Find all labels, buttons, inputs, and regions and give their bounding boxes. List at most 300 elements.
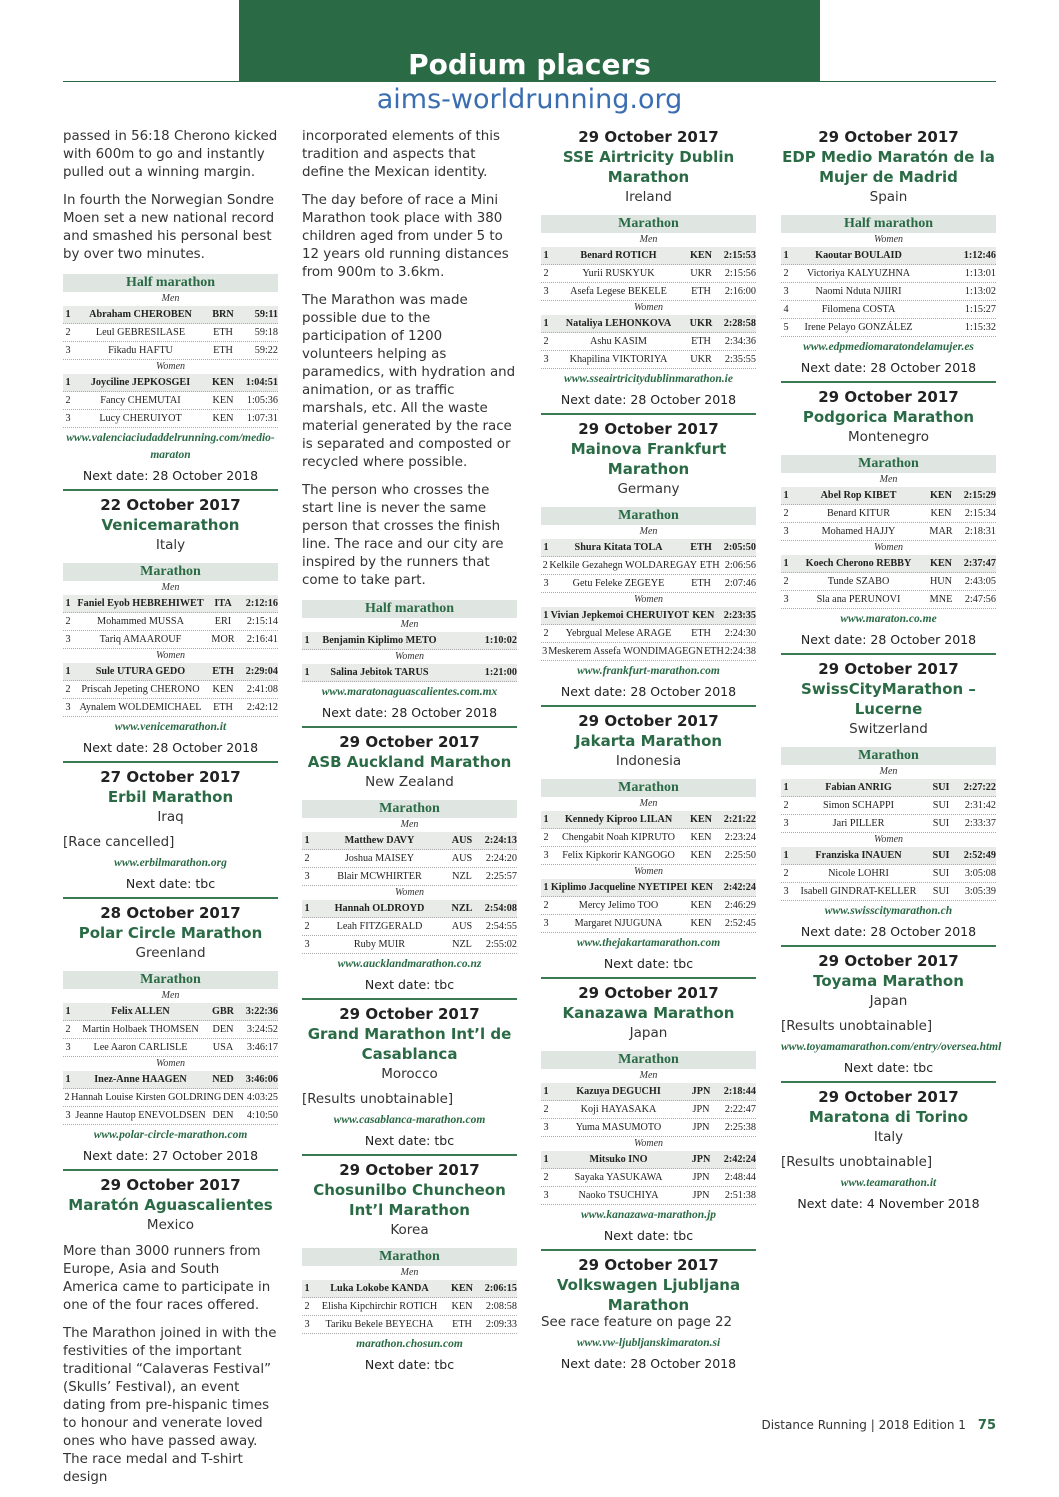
result-pos: 3 [304, 939, 310, 950]
next-date: Next date: tbc [843, 1060, 934, 1075]
category-header: Marathon [63, 971, 278, 989]
result-pos: 3 [783, 594, 789, 605]
result-tm: 2:52:45 [724, 918, 756, 929]
result-tm: 3:05:39 [964, 886, 996, 897]
race-name: SSE Airtricity Dublin Marathon [562, 148, 735, 186]
race-url[interactable]: www.maraton.co.me [840, 613, 937, 625]
gender-label: Men [879, 766, 898, 777]
result-pos: 3 [543, 354, 549, 365]
result-nat: ETH [690, 542, 712, 553]
result-row [781, 847, 996, 865]
race-country: Spain [869, 189, 908, 205]
result-nm: Vivian Jepkemoi CHERUIYOT [550, 610, 689, 621]
result-nat: HUN [929, 576, 953, 587]
result-pos: 2 [543, 1104, 549, 1115]
result-row [63, 1039, 278, 1057]
result-row [541, 315, 756, 333]
race-country: Mexico [146, 1217, 195, 1233]
result-row [541, 557, 756, 575]
result-row [63, 324, 278, 342]
race-url[interactable]: www.polar-circle-marathon.com [93, 1129, 248, 1141]
result-tm: 1:21:00 [484, 667, 517, 678]
result-nm: Salina Jebitok TARUS [330, 667, 429, 678]
race-date: 29 October 2017 [578, 128, 719, 146]
result-nm: Ruby MUIR [353, 939, 406, 950]
race-country: Germany [617, 481, 680, 497]
body-paragraph: The day before of race a Mini Marathon took place with 380 children aged from under 5 to 12 years old running distances from 900m to 3.6km. [302, 193, 509, 280]
result-pos: 1 [783, 558, 789, 569]
result-nm: Tariq AMAAROUF [99, 634, 182, 645]
result-pos: 3 [783, 818, 789, 829]
result-tm: 3:05:08 [964, 868, 996, 879]
race-date: 29 October 2017 [818, 128, 959, 146]
gender-label: Women [633, 866, 664, 877]
race-url[interactable]: www.casablanca-marathon.com [333, 1114, 486, 1126]
result-nat: KEN [690, 900, 712, 911]
result-nat: NZL [452, 939, 472, 950]
site-url[interactable]: aims-worldrunning.org [376, 84, 683, 115]
race-block [541, 705, 756, 971]
result-row [541, 625, 756, 643]
result-row [541, 847, 756, 865]
race-block [781, 381, 996, 647]
result-row [541, 1151, 756, 1169]
result-pos: 3 [783, 286, 789, 297]
race-url[interactable]: www.vw-ljubljanskimaraton.si [576, 1337, 721, 1349]
result-pos: 2 [65, 327, 71, 338]
result-row [541, 811, 756, 829]
result-nm: Fikadu HAFTU [108, 345, 173, 356]
publication-name: Distance Running | 2018 Edition 1 [761, 1418, 966, 1432]
race-url[interactable]: marathon.chosun.com [356, 1338, 463, 1350]
result-pos: 3 [783, 526, 789, 537]
result-nm: Koech Cherono REBBY [805, 558, 912, 569]
result-row [541, 265, 756, 283]
race-url[interactable]: www.erbilmarathon.org [114, 857, 227, 869]
result-nm: Yebrgual Melese ARAGE [565, 628, 672, 639]
result-pos: 2 [65, 1024, 71, 1035]
result-nm: Nicole LOHRI [828, 868, 889, 879]
result-nm: Asefa Legese BEKELE [570, 286, 667, 297]
result-nm: Luka Lokobe KANDA [330, 1283, 429, 1294]
result-nm: Meskerem Assefa WONDIMAGEGN [548, 646, 704, 657]
result-row [63, 392, 278, 410]
result-nat: ETH [452, 1319, 472, 1330]
result-tm: 1:13:01 [964, 268, 996, 279]
result-tm: 2:23:35 [723, 610, 756, 621]
result-nm: Ashu KASIM [590, 336, 647, 347]
result-pos: 2 [783, 800, 789, 811]
result-nm: Jari PILLER [832, 818, 885, 829]
next-date: Next date: 4 November 2018 [797, 1196, 980, 1211]
result-row [63, 306, 278, 324]
result-nat: ETH [691, 578, 711, 589]
result-tm: 2:54:55 [485, 921, 517, 932]
result-nm: Kazuya DEGUCHI [576, 1086, 661, 1097]
result-nm: Jeanne Hautop ENEVOLDSEN [75, 1110, 206, 1121]
result-tm: 2:15:56 [724, 268, 756, 279]
race-name: ASB Auckland Marathon [307, 753, 512, 771]
gender-label: Men [639, 798, 658, 809]
result-tm: 2:42:24 [723, 882, 756, 893]
result-pos: 2 [783, 268, 789, 279]
result-nat: KEN [690, 882, 714, 893]
result-nat: USA [212, 1042, 234, 1053]
result-pos: 2 [543, 628, 549, 639]
gender-label: Women [155, 1058, 186, 1069]
result-tm: 3:22:36 [245, 1006, 278, 1017]
result-tm: 2:15:34 [964, 508, 996, 519]
result-nat: UKR [690, 268, 712, 279]
result-row [63, 663, 278, 681]
result-row [302, 1298, 517, 1316]
result-nm: Priscah Jepeting CHERONO [81, 684, 200, 695]
result-row [541, 897, 756, 915]
result-pos: 2 [543, 832, 549, 843]
body-paragraph: More than 3000 runners from Europe, Asia and South America came to participate in one of the four races offered. [63, 1244, 271, 1313]
result-nm: Simon SCHAPPI [822, 800, 895, 811]
result-pos: 3 [543, 1122, 549, 1133]
race-block [302, 998, 517, 1148]
result-row [781, 865, 996, 883]
category-header: Marathon [302, 1248, 517, 1266]
category-header: Half marathon [63, 274, 278, 292]
result-nat: MOR [211, 634, 235, 645]
next-date: Next date: tbc [364, 977, 455, 992]
result-pos: 1 [65, 309, 71, 320]
result-nm: Margaret NJUGUNA [574, 918, 663, 929]
result-tm: 2:31:42 [964, 800, 996, 811]
next-date: Next date: tbc [603, 1228, 694, 1243]
result-tm: 2:28:58 [723, 318, 756, 329]
result-tm: 2:16:00 [724, 286, 756, 297]
result-pos: 3 [304, 871, 310, 882]
result-tm: 2:15:53 [723, 250, 756, 261]
race-date: 29 October 2017 [339, 733, 480, 751]
result-pos: 3 [65, 413, 71, 424]
result-row [541, 247, 756, 265]
result-nm: Filomena COSTA [821, 304, 896, 315]
race-name: SwissCityMarathon – Lucerne [801, 680, 976, 718]
column-1 [63, 128, 278, 1497]
next-date: Next date: 28 October 2018 [321, 705, 498, 720]
result-pos: 1 [783, 850, 789, 861]
result-row [302, 1316, 517, 1334]
result-pos: 1 [65, 1006, 71, 1017]
result-row [302, 918, 517, 936]
race-block [302, 1154, 517, 1372]
gender-label: Men [400, 1267, 419, 1278]
result-nat: SUI [932, 886, 950, 897]
result-tm: 1:15:32 [964, 322, 996, 333]
result-pos: 3 [543, 578, 549, 589]
next-date: Next date: 28 October 2018 [800, 632, 977, 647]
result-nat: KEN [450, 1283, 474, 1294]
gender-label: Women [394, 887, 425, 898]
result-nat: ETH [213, 702, 233, 713]
race-date: 28 October 2017 [100, 904, 241, 922]
result-pos: 2 [543, 900, 549, 911]
result-tm: 1:15:27 [964, 304, 996, 315]
race-date: 29 October 2017 [578, 984, 719, 1002]
result-pos: 1 [543, 1086, 549, 1097]
result-row [541, 351, 756, 369]
column-4 [781, 128, 1002, 1217]
race-url[interactable]: www.edpmediomaratondelamujer.es [803, 341, 974, 353]
result-pos: 1 [543, 250, 549, 261]
result-pos: 1 [65, 1074, 71, 1085]
category-header: Marathon [781, 455, 996, 473]
result-nat: KEN [212, 395, 234, 406]
result-nm: Tariku Bekele BEYECHA [325, 1319, 434, 1330]
result-tm: 2:48:44 [724, 1172, 756, 1183]
race-date: 29 October 2017 [339, 1005, 480, 1023]
result-pos: 2 [65, 395, 71, 406]
result-nat: AUS [451, 853, 473, 864]
race-url[interactable]: www.teamarathon.it [840, 1177, 937, 1189]
result-row [781, 555, 996, 573]
result-nm: Mohamed HAJJY [821, 526, 896, 537]
result-row [541, 1119, 756, 1137]
result-nm: Hannah Louise Kirsten GOLDRING [71, 1092, 222, 1103]
race-date: 29 October 2017 [100, 1176, 241, 1194]
gender-label: Men [400, 819, 419, 830]
result-nm: Naoko TSUCHIYA [578, 1190, 659, 1201]
result-nat: ITA [214, 598, 232, 609]
result-row [781, 301, 996, 319]
result-row [63, 1107, 278, 1125]
result-nat: JPN [692, 1122, 710, 1133]
gender-label: Men [161, 293, 180, 304]
result-pos: 1 [543, 610, 549, 621]
result-tm: 2:21:22 [723, 814, 756, 825]
result-tm: 2:55:02 [485, 939, 517, 950]
next-date: Next date: tbc [364, 1357, 455, 1372]
result-nm: Yurii RUSKYUK [582, 268, 655, 279]
result-tm: 2:22:47 [724, 1104, 756, 1115]
race-url[interactable]: www.kanazawa-marathon.jp [580, 1209, 717, 1221]
result-nat: ETH [704, 646, 724, 657]
result-tm: 2:05:50 [723, 542, 756, 553]
result-pos: 1 [65, 666, 71, 677]
result-tm: 1:05:36 [246, 395, 278, 406]
category-header: Marathon [541, 779, 756, 797]
page-title: Podium placers [408, 48, 651, 81]
race-country: Switzerland [849, 721, 928, 737]
result-nm: Martin Holbaek THOMSEN [82, 1024, 199, 1035]
result-pos: 3 [543, 918, 549, 929]
result-tm: 2:24:30 [724, 628, 756, 639]
race-name: Chosunilbo Chuncheon Int’l Marathon [313, 1181, 506, 1219]
result-nm: Irene Pelayo GONZÁLEZ [804, 322, 913, 333]
next-date: Next date: 28 October 2018 [560, 1356, 737, 1371]
gender-label: Men [879, 474, 898, 485]
result-nm: Leul GEBRESILASE [95, 327, 186, 338]
result-nat: ETH [212, 666, 234, 677]
result-row [781, 283, 996, 301]
result-row [781, 815, 996, 833]
race-block [63, 897, 278, 1163]
gender-label: Women [873, 234, 904, 245]
race-block [63, 1169, 278, 1233]
result-tm: 2:25:50 [724, 850, 756, 861]
result-pos: 1 [543, 542, 549, 553]
next-date: Next date: tbc [364, 1133, 455, 1148]
result-nm: Naomi Nduta NJIIRI [815, 286, 902, 297]
result-row [541, 1187, 756, 1205]
race-url[interactable]: www.sseairtricitydublinmarathon.ie [564, 373, 733, 385]
page-number: 75 [977, 1418, 996, 1433]
next-date: Next date: 28 October 2018 [560, 684, 737, 699]
result-row [541, 333, 756, 351]
result-pos: 3 [783, 886, 789, 897]
result-nat: AUS [451, 835, 473, 846]
race-url[interactable]: www.valenciaciudaddelrunning.com/medio-maraton [66, 432, 275, 461]
result-row [63, 631, 278, 649]
result-nm: Felix Kipkorir KANGOGO [562, 850, 675, 861]
result-pos: 4 [783, 304, 789, 315]
result-nm: Joshua MAISEY [344, 853, 415, 864]
race-country: New Zealand [365, 774, 454, 790]
category-header: Half marathon [781, 215, 996, 233]
result-nat: ETH [691, 628, 711, 639]
result-nm: Felix ALLEN [111, 1006, 170, 1017]
body-paragraph: passed in 56:18 Cherono kicked with 600m to go and instantly pulled out a winning margin. [63, 129, 278, 180]
result-row [541, 829, 756, 847]
result-nm: Matthew DAVY [344, 835, 415, 846]
race-url[interactable]: www.aucklandmarathon.co.nz [337, 958, 482, 970]
result-nat: KEN [212, 413, 234, 424]
column-3 [541, 128, 756, 1377]
race-url[interactable]: www.toyamamarathon.com/entry/oversea.html [781, 1041, 1002, 1053]
result-row [63, 374, 278, 392]
result-nat: NED [212, 1074, 234, 1085]
race-country: Japan [869, 993, 908, 1009]
result-pos: 1 [783, 250, 789, 261]
result-tm: 2:52:49 [963, 850, 996, 861]
result-tm: 2:06:56 [724, 560, 756, 571]
result-pos: 3 [543, 850, 549, 861]
race-name: Volkswagen Ljubljana Marathon [556, 1276, 741, 1314]
result-nm: Sule UTURA GEDO [95, 666, 186, 677]
result-pos: 3 [65, 1110, 71, 1121]
result-nat: JPN [691, 1086, 711, 1097]
result-row [781, 505, 996, 523]
result-pos: 2 [65, 684, 71, 695]
race-url[interactable]: www.swisscitymarathon.ch [824, 905, 953, 917]
result-nm: Joyciline JEPKOSGEI [90, 377, 191, 388]
result-nat: MNE [929, 594, 953, 605]
race-date: 22 October 2017 [100, 496, 241, 514]
result-nm: Faniel Eyob HEBREHIWET [77, 598, 204, 609]
body-paragraph: The person who crosses the start line is never the same person that crosses the finish line. The race and our city are inspired by the runners that come to take part. [302, 483, 504, 588]
result-nm: Leah FITZGERALD [336, 921, 423, 932]
race-url[interactable]: www.venicemarathon.it [114, 721, 227, 733]
result-tm: 4:03:25 [246, 1092, 278, 1103]
result-nm: Nataliya LEHONKOVA [565, 318, 672, 329]
result-nat: KEN [690, 850, 712, 861]
result-tm: 2:41:08 [246, 684, 278, 695]
result-nat: JPN [691, 1154, 711, 1165]
result-nat: KEN [930, 508, 952, 519]
race-block [541, 1249, 756, 1371]
gender-label: Women [155, 361, 186, 372]
result-tm: 3:46:17 [246, 1042, 278, 1053]
race-note: [Results unobtainable] [302, 1092, 454, 1107]
result-nat: ETH [691, 336, 711, 347]
result-nat: DEN [212, 1110, 234, 1121]
result-tm: 2:42:24 [723, 1154, 756, 1165]
body-paragraph: The Marathon joined in with the festivities of the important traditional “Calaveras Festival” (Skulls’ Festival), an event dating from pre-hispanic times to honour and venerate loved ones who have passed away. The race medal and T-shirt design [63, 1326, 277, 1485]
result-tm: 2:43:05 [964, 576, 996, 587]
result-tm: 2:09:33 [485, 1319, 517, 1330]
result-nm: Kaoutar BOULAID [815, 250, 902, 261]
result-tm: 2:24:38 [724, 646, 756, 657]
result-nat: SUI [932, 850, 950, 861]
next-date: Next date: tbc [603, 956, 694, 971]
race-date: 29 October 2017 [578, 712, 719, 730]
race-block [541, 977, 756, 1243]
category-header: Marathon [781, 747, 996, 765]
result-row [63, 1003, 278, 1021]
result-nm: Khapilina VIKTORIYA [569, 354, 668, 365]
result-nat: SUI [932, 868, 950, 879]
result-nat: SUI [932, 782, 950, 793]
race-name: Mainova Frankfurt Marathon [570, 440, 727, 478]
race-country: Greenland [135, 945, 206, 961]
result-nm: Elisha Kipchirchir ROTICH [321, 1301, 438, 1312]
race-block [781, 653, 996, 939]
race-name: Jakarta Marathon [574, 732, 723, 750]
race-date: 29 October 2017 [818, 660, 959, 678]
result-nat: JPN [692, 1190, 710, 1201]
result-tm: 3:46:06 [245, 1074, 278, 1085]
results-block [63, 274, 278, 483]
result-row [541, 643, 756, 661]
result-tm: 2:54:08 [484, 903, 517, 914]
result-nat: KEN [211, 377, 235, 388]
gender-label: Women [873, 834, 904, 845]
result-tm: 2:18:31 [964, 526, 996, 537]
category-header: Marathon [541, 1051, 756, 1069]
race-name: Grand Marathon Int’l de Casablanca [307, 1025, 512, 1063]
result-row [63, 613, 278, 631]
result-nm: Benard KITUR [826, 508, 891, 519]
result-pos: 1 [65, 598, 71, 609]
race-url[interactable]: www.thejakartamarathon.com [576, 937, 721, 949]
result-pos: 1 [783, 782, 789, 793]
result-nat: ETH [213, 345, 233, 356]
gender-label: Women [633, 594, 664, 605]
result-nm: Mohammed MUSSA [97, 616, 184, 627]
race-url[interactable]: www.frankfurt-marathon.com [577, 665, 720, 677]
result-pos: 2 [304, 921, 310, 932]
race-url[interactable]: www.maratonaguascalientes.com.mx [321, 686, 498, 698]
race-name: EDP Medio Maratón de la Mujer de Madrid [782, 148, 995, 186]
result-pos: 3 [543, 286, 549, 297]
result-pos: 2 [65, 616, 71, 627]
result-row [63, 681, 278, 699]
result-tm: 2:29:04 [245, 666, 278, 677]
result-pos: 3 [65, 634, 71, 645]
race-block [302, 726, 517, 992]
result-pos: 1 [304, 1283, 310, 1294]
race-name: Podgorica Marathon [802, 408, 975, 426]
result-pos: 2 [783, 576, 789, 587]
race-date: 29 October 2017 [578, 1256, 719, 1274]
result-pos: 2 [542, 560, 548, 571]
result-tm: 2:07:46 [724, 578, 756, 589]
